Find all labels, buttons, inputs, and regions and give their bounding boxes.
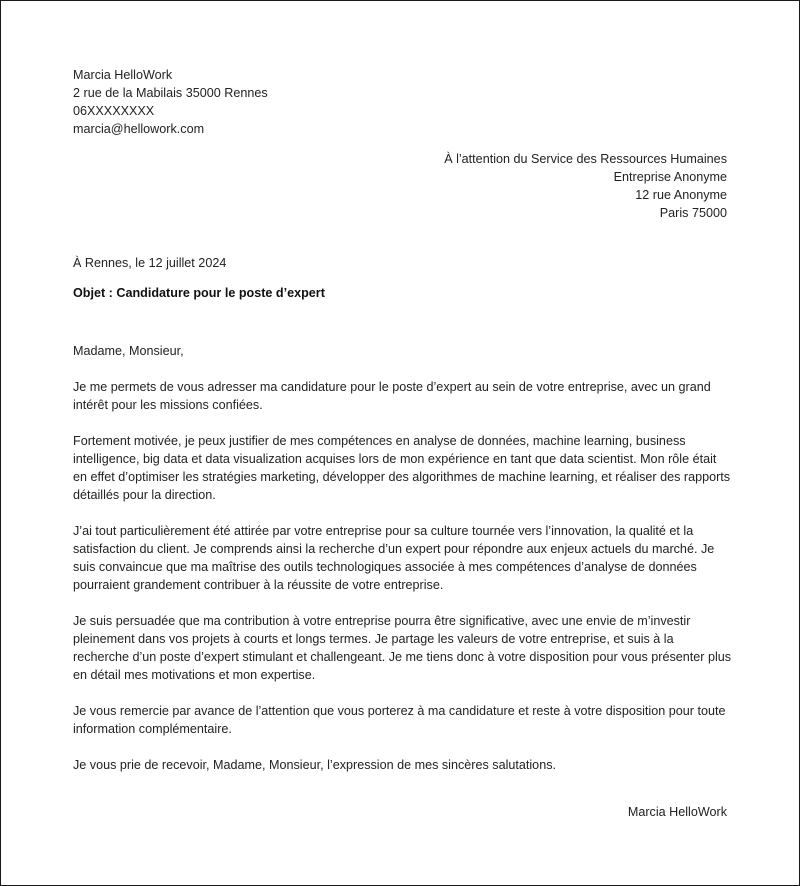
subject-line: Objet : Candidature pour le poste d’expert	[73, 286, 325, 300]
body-paragraph-1: Je me permets de vous adresser ma candidature pour le poste d’expert au sein de votre entreprise, avec un grand intérêt pour les missions confiées.	[73, 380, 711, 412]
body-paragraph-5: Je vous remercie par avance de l’attention que vous porterez à ma candidature et reste à votre disposition pour toute information complémentaire.	[73, 704, 726, 736]
recipient-attention: À l’attention du Service des Ressources Humaines	[444, 152, 727, 166]
sender-name: Marcia HelloWork	[73, 68, 173, 82]
body-paragraph-2: Fortement motivée, je peux justifier de mes compétences en analyse de données, machine learning, business intelligence, big data et data visualization acquises lors de mon expérience en tant que data scientist. Mon rôle était en effet d’optimiser les stratégies marketing, développer des algorithmes de machine learning, et réaliser des rapports détaillés pour la direction.	[73, 434, 731, 502]
sender-phone: 06XXXXXXXX	[73, 104, 155, 118]
sender-block	[73, 66, 268, 138]
sender-address: 2 rue de la Mabilais 35000 Rennes	[73, 86, 268, 100]
recipient-block	[444, 150, 727, 222]
recipient-city: Paris 75000	[659, 206, 727, 220]
signature: Marcia HelloWork	[627, 805, 727, 819]
recipient-street: 12 rue Anonyme	[635, 188, 727, 202]
letter-body	[73, 342, 733, 792]
closing-paragraph: Je vous prie de recevoir, Madame, Monsieur, l’expression de mes sincères salutations.	[73, 758, 556, 772]
sender-email: marcia@hellowork.com	[73, 122, 205, 136]
salutation: Madame, Monsieur,	[73, 344, 184, 358]
body-paragraph-3: J’ai tout particulièrement été attirée par votre entreprise pour sa culture tournée vers l’innovation, la qualité et la satisfaction du client. Je comprends ainsi la recherche d’un expert pour répondre aux enjeux actuels du marché. Je suis convaincue que ma maîtrise des outils technologiques associée à mes compétences d’analyse de données pourraient grandement contribuer à la réussite de votre entreprise.	[73, 524, 715, 592]
body-paragraph-4: Je suis persuadée que ma contribution à votre entreprise pourra être significative, avec une envie de m’investir pleinement dans vos projets à courts et longs termes. Je partage les valeurs de votre entreprise, et suis à la recherche d’un poste d’expert stimulant et challengeant. Je me tiens donc à votre disposition pour vous présenter plus en détail mes motivations et mon expertise.	[73, 614, 732, 682]
date-line: À Rennes, le 12 juillet 2024	[73, 256, 227, 270]
recipient-company: Entreprise Anonyme	[613, 170, 727, 184]
